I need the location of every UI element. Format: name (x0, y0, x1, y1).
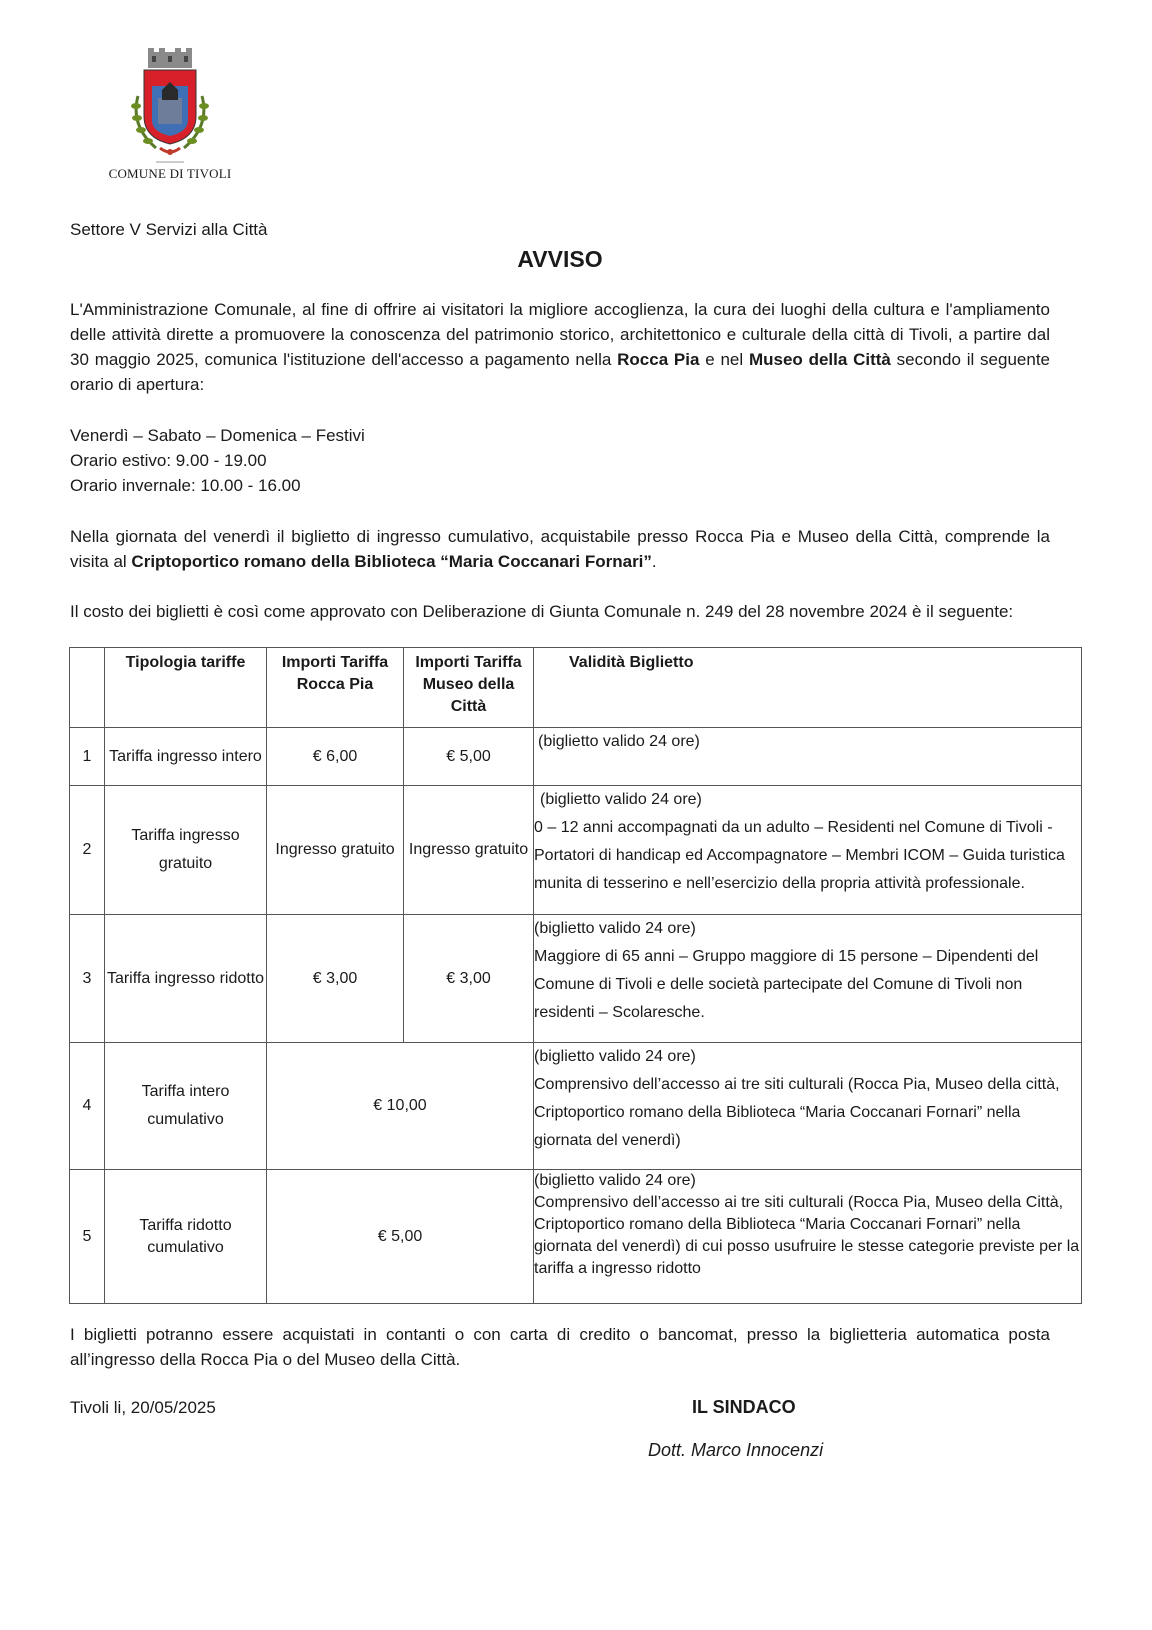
table-row (70, 728, 1082, 786)
header-number (70, 648, 105, 728)
schedule-winter: Orario invernale: 10.00 - 16.00 (70, 476, 301, 495)
opening-schedule (70, 423, 365, 498)
signer-title: IL SINDACO (692, 1397, 796, 1417)
purchase-paragraph: I biglietti potranno essere acquistati in contanti o con carta di credito o bancomat, presso la biglietteria automatica posta all’ingresso della Rocca Pia o del Museo della Città. (70, 1325, 1050, 1369)
tariff-name: Tariffa ingresso ridotto (105, 915, 267, 1043)
friday-text-2: . (651, 552, 657, 571)
sector-label: Settore V Servizi alla Città (70, 220, 268, 239)
price-rocca: Ingresso gratuito (267, 786, 404, 915)
validity-detail: Comprensivo dell’accesso ai tre siti culturali (Rocca Pia, Museo della Città, Criptoportico romano della Biblioteca “Maria Coccanari Fornari” nella giornata del venerdì) di cui posso usufruire le stesse categorie previste per la tariffa a ingresso ridotto (534, 1194, 1080, 1277)
tariff-table (69, 647, 1082, 1304)
row-number: 2 (70, 786, 105, 915)
validity-detail: 0 – 12 anni accompagnati da un adulto – Residenti nel Comune di Tivoli - Portatori di handicap ed Accompagnatore – Membri ICOM – Guida turistica munita di tesserino e nell’esercizio della propria attività professionale. (534, 819, 1065, 892)
price-museo: € 5,00 (404, 728, 534, 786)
validity-cell (534, 1043, 1082, 1170)
notice-title: AVVISO (517, 246, 603, 272)
friday-bold: Criptoportico romano della Biblioteca “Maria Coccanari Fornari” (131, 552, 652, 571)
row-number: 1 (70, 728, 105, 786)
validity-note: (biglietto valido 24 ore) (540, 791, 702, 808)
price-museo: € 3,00 (404, 915, 534, 1043)
crest-emblem-icon (122, 46, 218, 164)
validity-cell (534, 915, 1082, 1043)
table-row (70, 786, 1082, 915)
price-rocca: € 3,00 (267, 915, 404, 1043)
validity-cell (534, 786, 1082, 915)
price-rocca: € 6,00 (267, 728, 404, 786)
table-row (70, 915, 1082, 1043)
tariff-name: Tariffa intero cumulativo (105, 1043, 267, 1170)
row-number: 5 (70, 1170, 105, 1304)
intro-text-1: L'Amministrazione Comunale, al fine di offrire ai visitatori la migliore accoglienza, la cura dei luoghi della cultura e l'ampliamento delle attività dirette a promuovere la conoscenza del patrimonio storico, architettonico e culturale della città di Tivoli, a partire dal 30 maggio 2025, comunica l'istituzione dell'accesso a pagamento nella (70, 300, 1050, 369)
header-validity: Validità Biglietto (534, 648, 1082, 728)
tariff-name: Tariffa ridotto cumulativo (105, 1170, 267, 1304)
validity-cell (534, 1170, 1082, 1304)
cost-paragraph: Il costo dei biglietti è così come approvato con Deliberazione di Giunta Comunale n. 249 del 28 novembre 2024 è il seguente: (70, 602, 1014, 621)
row-number: 4 (70, 1043, 105, 1170)
table-header-row (70, 648, 1082, 728)
row-number: 3 (70, 915, 105, 1043)
intro-bold-museo: Museo della Città (748, 350, 891, 369)
intro-text-2: e nel (699, 350, 749, 369)
intro-bold-rocca: Rocca Pia (617, 350, 700, 369)
friday-paragraph (70, 524, 1050, 574)
friday-text-1: Nella giornata del venerdì il biglietto di ingresso cumulativo, acquistabile presso Rocca Pia e Museo della Città, comprende la visita al (70, 527, 1050, 571)
municipality-name: COMUNE DI TIVOLI (108, 166, 232, 181)
price-museo: Ingresso gratuito (404, 786, 534, 915)
tariff-name: Tariffa ingresso gratuito (105, 786, 267, 915)
validity-detail: Comprensivo dell’accesso ai tre siti culturali (Rocca Pia, Museo della città, Criptoportico romano della Biblioteca “Maria Coccanari Fornari” nella giornata del venerdì) (534, 1076, 1060, 1149)
intro-paragraph (70, 297, 1050, 397)
signer-name: Dott. Marco Innocenzi (648, 1440, 824, 1460)
validity-note: (biglietto valido 24 ore) (534, 1172, 696, 1189)
header-rocca: Importi Tariffa Rocca Pia (267, 648, 404, 728)
validity-note: (biglietto valido 24 ore) (534, 1048, 696, 1065)
price-combined: € 5,00 (267, 1170, 534, 1304)
municipal-crest (90, 46, 250, 182)
schedule-days: Venerdì – Sabato – Domenica – Festivi (70, 426, 365, 445)
price-combined: € 10,00 (267, 1043, 534, 1170)
tariff-name: Tariffa ingresso intero (105, 728, 267, 786)
table-row (70, 1170, 1082, 1304)
intro-text-3: secondo il seguente orario di apertura: (70, 350, 1050, 394)
place-date: Tivoli li, 20/05/2025 (70, 1398, 216, 1417)
schedule-summer: Orario estivo: 9.00 - 19.00 (70, 451, 267, 470)
validity-cell (534, 728, 1082, 786)
validity-note: (biglietto valido 24 ore) (538, 733, 700, 750)
header-museo: Importi Tariffa Museo della Città (404, 648, 534, 728)
header-type: Tipologia tariffe (105, 648, 267, 728)
validity-note: (biglietto valido 24 ore) (534, 920, 696, 937)
validity-detail: Maggiore di 65 anni – Gruppo maggiore di 15 persone – Dipendenti del Comune di Tivoli e delle società partecipate del Comune di Tivoli non residenti – Scolaresche. (534, 948, 1039, 1021)
table-row (70, 1043, 1082, 1170)
